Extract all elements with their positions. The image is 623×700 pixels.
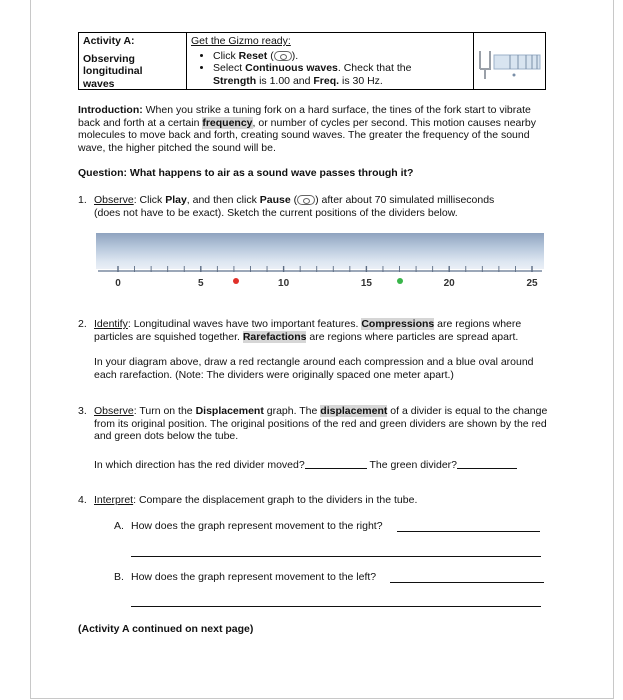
instruction-strength-freq: Strength is 1.00 and Freq. is 30 Hz. <box>213 74 383 87</box>
red-direction-answer-blank[interactable] <box>305 458 367 469</box>
q4-text: Interpret: Compare the displacement graph to the dividers in the tube. <box>94 494 418 506</box>
q1-number: 1. <box>78 194 87 206</box>
q4b-question: How does the graph represent movement to the left? <box>131 571 377 583</box>
red-dot <box>233 278 239 284</box>
scale-label-15: 15 <box>360 278 372 289</box>
topic-line: Observing <box>83 52 135 65</box>
tuning-fork-tube-icon <box>474 33 544 89</box>
q4a-answer-line-1[interactable] <box>397 531 540 532</box>
q2-instruction: In your diagram above, draw a red rectangle around each compression and a blue oval around each rarefaction. (Note: The dividers were originally spaced one meter apart.) <box>94 356 534 381</box>
q2-text: Identify: Longitudinal waves have two important features. Compressions are regions where particles are squished together. Rarefactions are regions where particles are spread apart. <box>94 318 522 343</box>
activity-label: Activity A: <box>83 35 135 47</box>
q4a-label: A. <box>114 520 124 532</box>
q3-text: Observe: Turn on the Displacement graph. The displacement of a divider is equal to the change from its original position. The original positions of the red and green dividers are shown by the red and green dots below the tube. <box>94 405 548 442</box>
gizmo-ready-cell <box>187 33 473 89</box>
introduction-paragraph: Introduction: When you strike a tuning fork on a hard surface, the tines of the fork start to vibrate back and forth at a certain frequency, or number of cycles per second. This motion causes nearby molecules to move back and forth, creating sound waves. The greater the frequency of the sound wave, the higher pitched the sound will be. <box>78 104 536 154</box>
scale-label-20: 20 <box>443 278 455 289</box>
frequency-term: frequency <box>202 116 253 129</box>
activity-header-table <box>78 32 546 90</box>
q3-direction-question: In which direction has the red divider moved? The green divider? <box>94 458 549 472</box>
scale-label-10: 10 <box>278 278 290 289</box>
activity-title-cell <box>79 33 187 89</box>
topic-line: longitudinal <box>83 65 143 77</box>
green-dot <box>397 278 403 284</box>
continued-note: (Activity A continued on next page) <box>78 623 254 635</box>
q1-text: Observe: Click Play, and then click Pause ( ) after about 70 simulated milliseconds (does not have to be exact). Sketch the current positions of the dividers below. <box>94 194 495 219</box>
instruction-continuous: • Select Continuous waves. Check that the <box>213 62 469 75</box>
q4-number: 4. <box>78 494 87 506</box>
tube-svg <box>96 233 544 293</box>
green-direction-answer-blank[interactable] <box>457 458 517 469</box>
instruction-reset: • Click Reset ( ). <box>213 50 469 63</box>
q4a-question: How does the graph represent movement to the right? <box>131 520 383 532</box>
scale-label-25: 25 <box>526 278 538 289</box>
scale-label-0: 0 <box>115 278 121 289</box>
gizmo-thumbnail <box>473 33 545 89</box>
q4b-label: B. <box>114 571 124 583</box>
question-heading: Question: What happens to air as a sound wave passes through it? <box>78 167 414 179</box>
reset-icon <box>274 51 292 61</box>
q3-number: 3. <box>78 405 87 417</box>
gizmo-ready-title: Get the Gizmo ready: <box>191 35 291 47</box>
q4b-answer-line-2[interactable] <box>131 606 541 607</box>
q4b-answer-line-1[interactable] <box>390 582 544 583</box>
q4a-answer-line-2[interactable] <box>131 556 541 557</box>
tube-body <box>96 233 544 271</box>
scale-label-5: 5 <box>198 278 204 289</box>
q2-number: 2. <box>78 318 87 330</box>
pause-icon <box>297 195 315 205</box>
topic-line: waves <box>83 77 115 90</box>
sound-tube-diagram <box>96 233 544 293</box>
